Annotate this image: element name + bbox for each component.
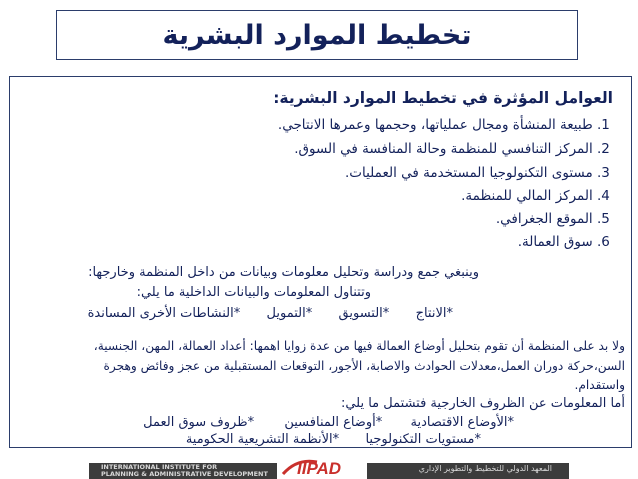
list-item bbox=[496, 211, 617, 227]
workforce-analysis-line-2: السن،حركة دوران العمل،معدلات الحوادث والاصابة، الأجور، التوقعات المستقبلية من عجز وفائض وهجرة bbox=[103, 359, 625, 373]
list-item bbox=[518, 234, 617, 250]
external-item: *ظروف سوق العمل bbox=[143, 415, 255, 430]
internal-info-row bbox=[88, 306, 453, 321]
list-item bbox=[345, 165, 617, 181]
title-box bbox=[56, 10, 578, 60]
factors-heading: العوامل المؤثرة في تخطيط الموارد البشرية: bbox=[273, 89, 613, 107]
external-item: *الأوضاع الاقتصادية bbox=[410, 415, 514, 430]
item-text: طبيعة المنشأة ومجال عملياتها، وحجمها وعمرها الانتاجي. bbox=[277, 117, 593, 133]
item-number: 6. bbox=[597, 234, 610, 250]
item-text: مستوى التكنولوجيا المستخدمة في العمليات. bbox=[344, 165, 593, 181]
item-number: 4. bbox=[597, 188, 610, 204]
slide-title: تخطيط الموارد البشرية bbox=[162, 19, 472, 51]
content-box bbox=[9, 76, 632, 448]
item-number: 3. bbox=[597, 165, 610, 181]
item-text: المركز التنافسي للمنظمة وحالة المنافسة في السوق. bbox=[294, 141, 593, 157]
list-item bbox=[461, 188, 617, 204]
item-text: الموقع الجغرافي. bbox=[495, 211, 593, 227]
internal-item: *النشاطات الأخرى المساندة bbox=[87, 306, 241, 321]
external-info-intro: أما المعلومات عن الظروف الخارجية فتشتمل ما يلي: bbox=[340, 396, 625, 411]
iipad-logo-icon bbox=[277, 452, 367, 479]
internal-item: *الانتاج bbox=[415, 306, 453, 321]
workforce-analysis-line-3: واستقدام. bbox=[574, 378, 625, 392]
internal-external-intro: وينبغي جمع ودراسة وتحليل معلومات وبيانات من داخل المنظمة وخارجها: bbox=[88, 265, 479, 280]
item-text: المركز المالي للمنظمة. bbox=[461, 188, 593, 204]
item-text: سوق العمالة. bbox=[517, 234, 593, 250]
institute-name-ar: المعهد الدولي للتخطيط والتطوير الإداري bbox=[418, 464, 552, 473]
external-item: *مستويات التكنولوجيا bbox=[365, 432, 481, 447]
item-number: 5. bbox=[597, 211, 610, 227]
item-number: 2. bbox=[597, 141, 610, 157]
external-item: *أوضاع المنافسين bbox=[284, 415, 383, 430]
internal-info-intro: وتتناول المعلومات والبيانات الداخلية ما يلي: bbox=[136, 285, 371, 300]
external-info-row-2 bbox=[186, 432, 481, 447]
footer-banner bbox=[9, 452, 632, 479]
internal-item: *التمويل bbox=[266, 306, 313, 321]
list-item bbox=[294, 141, 617, 157]
item-number: 1. bbox=[597, 117, 610, 133]
internal-item: *التسويق bbox=[338, 306, 390, 321]
svg-text:IIPAD: IIPAD bbox=[297, 459, 342, 478]
external-info-row-1 bbox=[143, 415, 514, 430]
institute-name-en: INTERNATIONAL INSTITUTE FOR PLANNING & ADMINISTRATIVE DEVELOPMENT bbox=[101, 463, 268, 478]
external-item: *الأنظمة التشريعية الحكومية bbox=[185, 432, 340, 447]
list-item bbox=[278, 117, 617, 133]
workforce-analysis-line-1: ولا بد على المنظمة أن تقوم بتحليل أوضاع العمالة فيها من عدة زوايا اهمها: أعداد العمالة، المهن، الجنسية، bbox=[93, 339, 625, 353]
